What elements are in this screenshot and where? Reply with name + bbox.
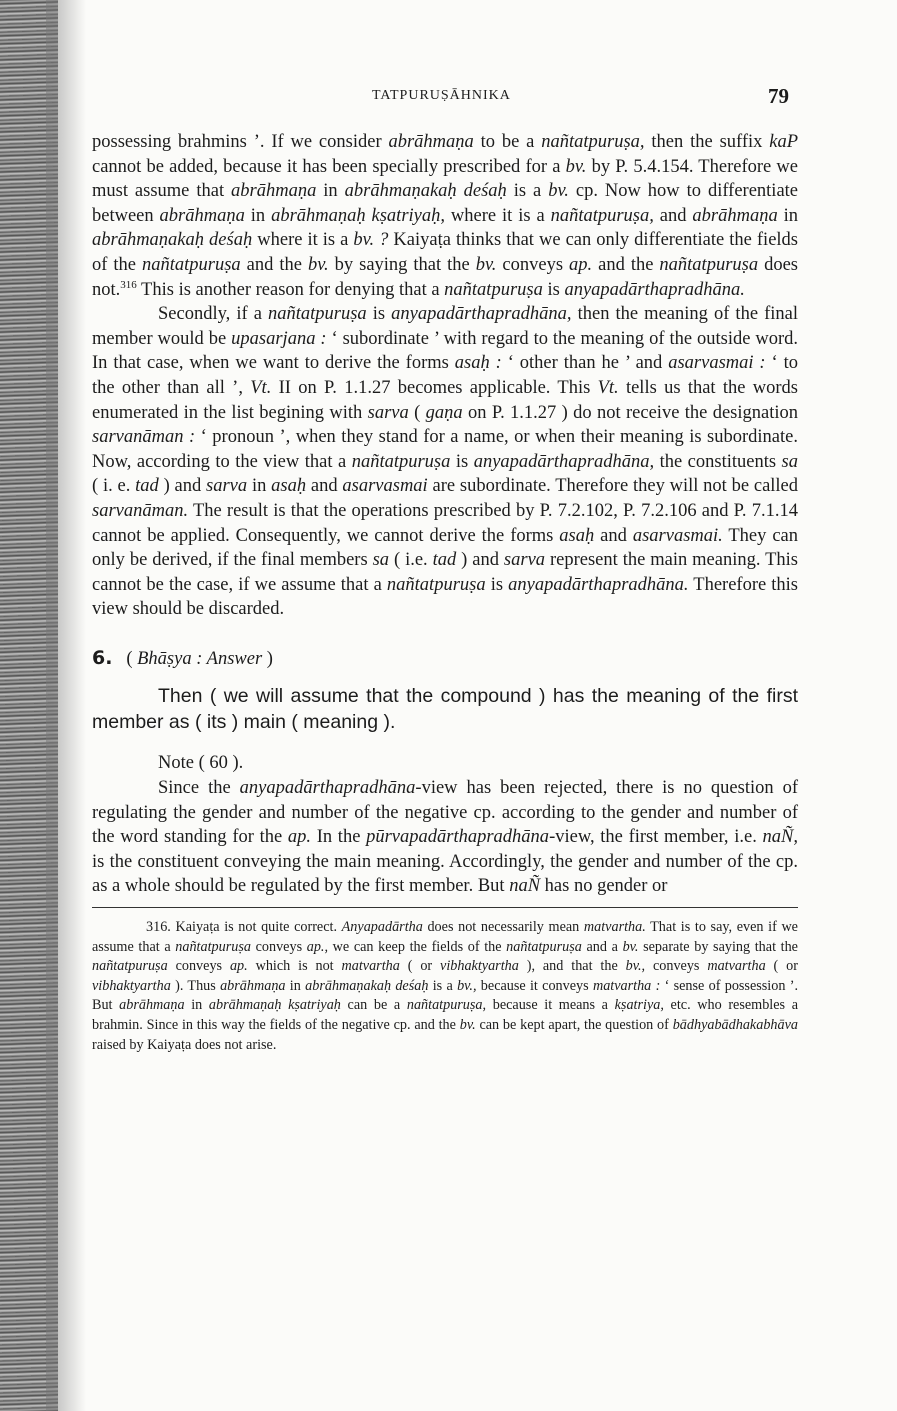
text-run: is <box>366 304 392 325</box>
footnotes <box>92 918 798 1055</box>
italic-term: kṣatriya, <box>614 997 664 1014</box>
italic-term: abrāhmaṇa <box>119 997 185 1014</box>
text-run: ‘ sense of possession ’. But <box>92 977 798 1014</box>
italic-term: kaP <box>769 132 799 152</box>
text-run: which is not <box>247 958 342 975</box>
text-run: are subordinate. Therefore they will not be called <box>427 476 799 497</box>
text-run: cannot be added, because it has been specially prescribed for a <box>92 156 566 177</box>
italic-term: Anyapadārtha <box>341 919 423 936</box>
bhashya-translation: Then ( we will assume that the compound ) has the meaning of the first member as ( its ) main ( meaning ). <box>92 685 798 734</box>
italic-term: Bhāṣya : Answer <box>137 648 263 669</box>
text-run: does not necessarily mean <box>422 919 584 936</box>
italic-term: matvartha. <box>583 919 646 936</box>
italic-term: bv., <box>457 977 477 994</box>
text-run: where it is a <box>252 230 354 251</box>
italic-term: nañtatpuruṣa, <box>406 997 487 1014</box>
italic-term: nañtatpuruṣa <box>506 938 582 955</box>
text-run: They can only be derived, if the final members <box>92 525 798 571</box>
text-run: In the <box>311 827 367 848</box>
italic-term: vibhaktyartha <box>440 958 519 975</box>
italic-term: ap. <box>287 827 312 848</box>
text-run: cp. Now how to differentiate between <box>92 181 799 226</box>
italic-term: anyapadārthapradhāna, <box>473 451 655 472</box>
italic-term: bv. <box>459 1017 476 1033</box>
text-run: is a <box>428 977 458 994</box>
text-run: because it means a <box>486 997 615 1014</box>
italic-term: bv. <box>548 181 569 202</box>
italic-term: asarvasmai. <box>632 525 723 546</box>
text-run: is <box>450 451 474 472</box>
italic-term: matvartha : <box>592 977 661 994</box>
text-run: in <box>247 476 272 497</box>
italic-term: nañtatpuruṣa <box>267 304 367 325</box>
text-run: then the meaning of the final member would be <box>92 304 798 349</box>
italic-term: Vt. <box>250 377 272 398</box>
text-run: ( <box>408 402 426 423</box>
text-run: ‘ other than he ’ and <box>501 353 669 374</box>
italic-term: sarva <box>503 550 546 571</box>
italic-term: abrāhmaṇaḥ kṣatriyaḥ <box>208 997 341 1014</box>
text-run: ( i.e. <box>389 550 433 571</box>
italic-term: tad <box>135 476 159 497</box>
italic-term: sarva <box>367 402 409 423</box>
paragraph-2 <box>92 302 798 622</box>
italic-term: gaṇa <box>425 402 463 423</box>
italic-term: nañtatpuruṣa <box>175 938 251 955</box>
italic-term: upasarjana : <box>231 328 327 349</box>
text-run: ) and <box>456 550 504 571</box>
text-run: ( i. e. <box>92 476 136 497</box>
text-run: possessing brahmins ’. If we consider <box>92 132 389 152</box>
italic-term: asaḥ <box>271 476 307 497</box>
italic-term: sa <box>781 451 798 472</box>
text-run: ‘ pronoun ’, when they stand for a name, or when their meaning is subordinate. Now, according to the view that a <box>92 427 798 472</box>
text-run: conveys <box>645 958 708 975</box>
italic-term: anyapadārthapradhāna, <box>391 304 572 325</box>
italic-term: nañtatpuruṣa <box>444 279 543 300</box>
italic-term: abrāhmaṇaḥ kṣatriyaḥ, <box>271 205 446 226</box>
footnote-ref: 316 <box>120 278 137 291</box>
italic-term: abrāhmaṇa <box>159 205 245 226</box>
text-run: is a <box>506 181 549 202</box>
text-run: 316. Kaiyaṭa is not quite correct. <box>146 919 342 936</box>
italic-term: vibhaktyartha <box>92 977 171 994</box>
italic-term: bādhyabādhakabhāva <box>672 1017 798 1033</box>
text-run: and a <box>581 938 623 955</box>
section-number: 6. <box>92 646 113 669</box>
italic-term: ap., <box>306 938 329 955</box>
text-run: ‘ subordinate ’ with regard to the meaning of the outside word. In that case, when we want to derive the forms <box>92 328 799 374</box>
italic-term: nañtatpuruṣa <box>659 254 759 275</box>
italic-term: anyapadārthapradhāna. <box>508 574 689 595</box>
text-run: because it conveys <box>476 977 593 994</box>
text-run: and <box>653 205 693 226</box>
text-run: ) <box>262 648 273 669</box>
italic-term: bv. <box>475 254 497 275</box>
gutter-fade <box>46 0 86 1411</box>
text-run: and <box>306 476 343 497</box>
paragraph-1 <box>92 130 798 302</box>
page-header <box>0 84 897 112</box>
text-run: the constituents <box>654 451 782 472</box>
running-head: TATPURUṢĀHNIKA <box>372 88 511 103</box>
italic-term: anyapadārthapradhāna. <box>564 279 745 300</box>
italic-term: abrāhmaṇakaḥ deśaḥ <box>344 181 507 202</box>
text-run: where it is a <box>445 205 551 226</box>
text-run: in <box>285 977 306 994</box>
text-run: by P. 5.4.154. Therefore we must assume that <box>92 156 798 202</box>
section-heading <box>92 646 798 672</box>
text-run: ‘ to the other than all ’, <box>92 353 798 398</box>
italic-term: asaḥ <box>559 525 595 546</box>
italic-term: abrāhmaṇa <box>692 205 778 226</box>
text-run: in <box>316 181 345 202</box>
italic-term: naÑ, <box>762 827 798 848</box>
italic-term: abrāhmaṇakaḥ deśaḥ <box>305 977 429 994</box>
text-run: -view, the first member, i.e. <box>549 827 763 848</box>
text-run: on P. 1.1.27 ) do not receive the designation <box>462 402 799 423</box>
italic-term: Vt. <box>597 377 619 398</box>
italic-term: bv. <box>622 938 639 955</box>
italic-term: naÑ <box>509 876 541 897</box>
text-run: ), and that the <box>518 958 626 975</box>
text-run: separate by saying that the <box>638 938 798 955</box>
italic-term: tad <box>432 550 457 571</box>
page-number: 79 <box>768 84 789 108</box>
italic-term: nañtatpuruṣa <box>92 958 168 975</box>
text-run: by saying that the <box>328 254 476 275</box>
paragraph-3 <box>92 776 798 899</box>
text-run: That is to say, even if we assume that a <box>92 919 798 955</box>
text-run: in <box>777 205 799 226</box>
italic-term: anyapadārthapradhāna <box>239 778 416 799</box>
italic-term: ap. <box>229 958 248 975</box>
italic-term: nañtatpuruṣa, <box>541 132 645 152</box>
text-run: raised by Kaiyaṭa does not arise. <box>92 1036 277 1053</box>
text-run: in <box>244 205 272 226</box>
italic-term: asarvasmai <box>342 476 428 497</box>
italic-term: asarvasmai : <box>668 353 766 374</box>
text-run: can be kept apart, the question of <box>475 1017 673 1033</box>
text-run: conveys <box>167 958 230 975</box>
footnote-316 <box>92 918 798 1055</box>
text-run: This is another reason for denying that a <box>136 279 445 300</box>
text-run: II on P. 1.1.27 becomes applicable. This <box>271 377 598 398</box>
text-run: ( <box>126 648 138 669</box>
text-run: is <box>542 279 565 300</box>
italic-term: bv. ? <box>353 230 389 251</box>
text-run: Secondly, if a <box>158 304 268 325</box>
text-run: tells us that the words enumerated in the list begining with <box>92 377 798 423</box>
italic-term: abrāhmaṇa <box>388 132 474 152</box>
text-run: Therefore this view should be discarded. <box>92 574 799 620</box>
text-run: and the <box>592 254 660 275</box>
italic-term: sa <box>372 550 390 571</box>
text-run: ) and <box>158 476 207 497</box>
italic-term: nañtatpuruṣa <box>351 451 451 472</box>
text-run: conveys <box>496 254 570 275</box>
footnote-divider <box>92 907 798 908</box>
text-run: is <box>485 574 509 595</box>
text-run: Kaiyaṭa thinks that we can only differentiate the fields of the <box>92 230 798 275</box>
italic-term: matvartha <box>707 958 766 975</box>
text-run: is the constituent conveying the main meaning. Accordingly, the gender and number of the cp. as a whole should be regulated by the first member. But <box>92 851 798 897</box>
text-run: and <box>594 525 633 546</box>
page-body <box>92 130 798 1055</box>
text-run: ). Thus <box>170 977 221 994</box>
italic-term: bv., <box>625 958 646 975</box>
italic-term: sarvanāman : <box>92 427 196 448</box>
italic-term: nañtatpuruṣa, <box>550 205 654 226</box>
italic-term: nañtatpuruṣa <box>386 574 486 595</box>
italic-term: abrāhmaṇa <box>220 977 286 994</box>
italic-term: ap. <box>569 254 593 275</box>
text-run: in <box>184 997 209 1014</box>
text-run: does not. <box>92 254 799 300</box>
note-label: Note ( 60 ). <box>158 753 244 774</box>
italic-term: abrāhmaṇakaḥ deśaḥ <box>92 230 253 251</box>
text-run: has no gender or <box>540 876 668 897</box>
italic-term: abrāhmaṇa <box>231 181 317 202</box>
text-run: ( or <box>399 958 441 975</box>
text-run: then the suffix <box>644 132 770 152</box>
text-run: conveys <box>250 938 307 955</box>
text-run: can be a <box>340 997 407 1014</box>
italic-term: sarva <box>206 476 248 497</box>
text-run: and the <box>240 254 308 275</box>
italic-term: nañtatpuruṣa <box>141 254 241 275</box>
text-run: -view has been rejected, there is no question of regulating the gender and number of the negative cp. according to the gender and number of the word standing for the <box>92 778 798 848</box>
italic-term: bv. <box>565 156 587 177</box>
italic-term: sarvanāman. <box>92 500 189 521</box>
text-run: to be a <box>473 132 542 152</box>
text-run: Since the <box>158 778 240 799</box>
italic-term: bv. <box>307 254 329 275</box>
section-label <box>126 649 273 669</box>
italic-term: pūrvapadārthapradhāna <box>366 827 550 848</box>
italic-term: matvartha <box>341 958 400 975</box>
text-run: represent the main meaning. This cannot be the case, if we assume that a <box>92 550 798 595</box>
text-run: we can keep the fields of the <box>328 938 507 955</box>
text-run: ( or <box>765 958 798 975</box>
text-run: The result is that the operations prescribed by P. 7.2.102, P. 7.2.106 and P. 7.1.14 cannot be applied. Consequently, we cannot derive the forms <box>92 500 798 546</box>
text-run: etc. who resembles a brahmin. Since in this way the fields of the negative cp. and the <box>92 997 799 1033</box>
italic-term: asaḥ : <box>454 353 502 374</box>
